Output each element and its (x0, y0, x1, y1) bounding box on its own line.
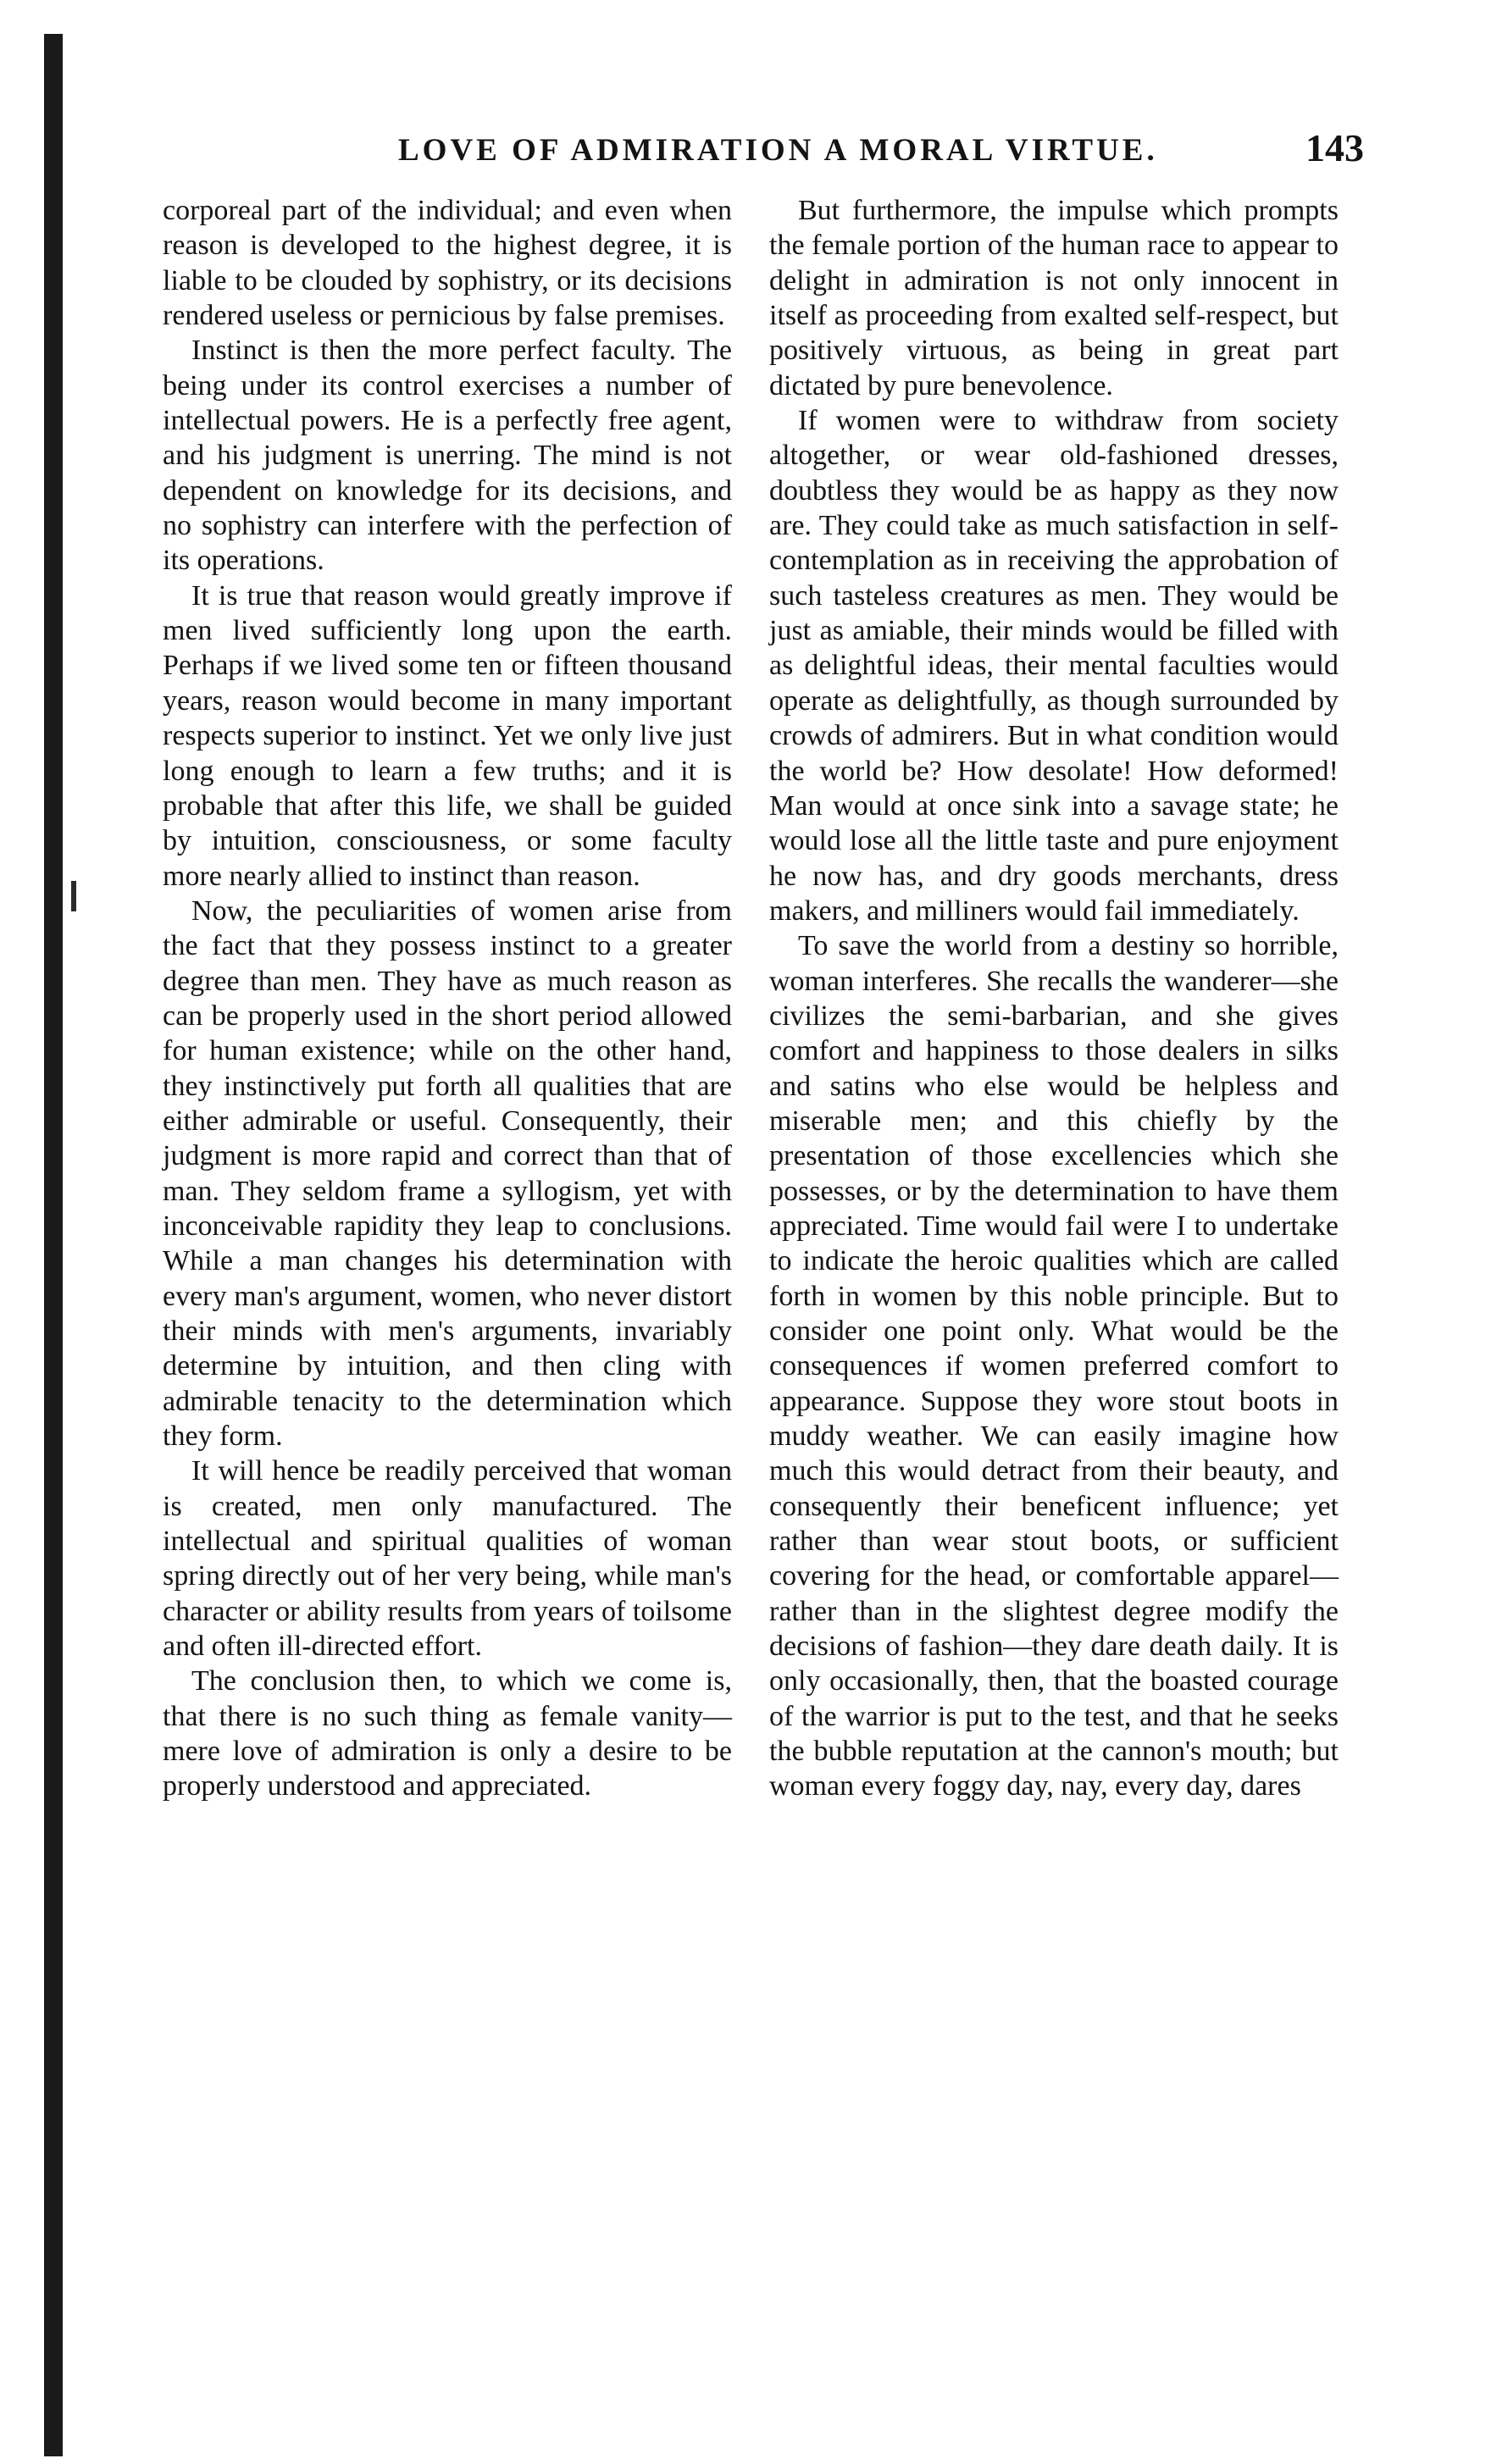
left-column (163, 193, 732, 1804)
running-title: LOVE OF ADMIRATION A MORAL VIRTUE. (398, 133, 1158, 168)
paragraph: corporeal part of the individual; and even when reason is developed to the highest degree, it is liable to be clouded by sophistry, or its decisions rendered useless or pernicious by false premises. (163, 195, 732, 332)
book-spine-shadow (44, 34, 63, 2456)
paragraph: To save the world from a destiny so horrible, woman interferes. She recalls the wanderer—she civilizes the semi-barbarian, and she gives comfort and happiness to those dealers in silks and satins who else would be helpless and miserable men; and this chiefly by the presentation of those excellencies which she possesses, or by the determination to have them appreciated. Time would fail were I to undertake to indicate the heroic qualities which are called forth in women by this noble principle. But to consider one point only. What would be the consequences if women preferred comfort to appearance. Suppose they wore stout boots in muddy weather. We can easily imagine how much this would detract from their beauty, and consequently their beneficent influence; yet rather than wear stout boots, or sufficient covering for the head, or comfortable apparel—rather than in the slightest degree modify the decisions of fashion—they dare death daily. It is only occasionally, then, that the boasted courage of the warrior is put to the test, and that he seeks the bubble reputation at the cannon's mouth; but woman every foggy day, nay, every day, dares (769, 930, 1339, 1802)
running-head (161, 125, 1364, 185)
paragraph: Now, the peculiarities of women arise from the fact that they possess instinct to a greater degree than men. They have as much reason as can be properly used in the short period allowed for human existence; while on the other hand, they instinctively put forth all qualities that are either admirable or useful. Consequently, their judgment is more rapid and correct than that of man. They seldom frame a syllogism, yet with inconceivable rapidity they leap to conclusions. While a man changes his determination with every man's argument, women, who never distort their minds with men's arguments, invariably determine by intuition, and then cling with admirable tenacity to the determination which they form. (163, 894, 732, 1453)
paragraph: But furthermore, the impulse which prompts the female portion of the human race to appear to delight in admiration is not only innocent in itself as proceeding from exalted self-respect, but positively virtuous, as being in great part dictated by pure benevolence. (769, 195, 1339, 401)
paragraph: Instinct is then the more perfect faculty. The being under its control exercises a number of intellectual powers. He is a perfectly free agent, and his judgment is unerring. The mind is not dependent on knowledge for its decisions, and no sophistry can interfere with the perfection of its operations. (163, 335, 732, 577)
paragraph: It will hence be readily perceived that woman is created, men only manufactured. The intellectual and spiritual qualities of woman spring directly out of her very being, while man's character or ability results from years of toilsome and often ill-directed effort. (163, 1455, 732, 1663)
paragraph: If women were to withdraw from society altogether, or wear old-fashioned dresses, doubtless they would be as happy as they now are. They could take as much satisfaction in self-contemplation as in receiving the approbation of such tasteless creatures as men. They would be just as amiable, their minds would be filled with as delightful ideas, their mental faculties would operate as delightfully, as though surrounded by crowds of admirers. But in what condition would the world be? How desolate! How deformed! Man would at once sink into a savage state; he would lose all the little taste and pure enjoyment he now has, and dry goods merchants, dress makers, and milliners would fail immediately. (769, 405, 1339, 927)
margin-mark (71, 881, 76, 911)
right-column (769, 193, 1339, 1804)
paragraph: The conclusion then, to which we come is, that there is no such thing as female vanity—mere love of admiration is only a desire to be properly understood and appreciated. (163, 1665, 732, 1802)
page-number: 143 (1305, 126, 1364, 169)
paragraph: It is true that reason would greatly improve if men lived sufficiently long upon the earth. Perhaps if we lived some ten or fifteen thousand years, reason would become in many important respects superior to instinct. Yet we only live just long enough to learn a few truths; and it is probable that after this life, we shall be guided by intuition, consciousness, or some faculty more nearly allied to instinct than reason. (163, 579, 732, 892)
